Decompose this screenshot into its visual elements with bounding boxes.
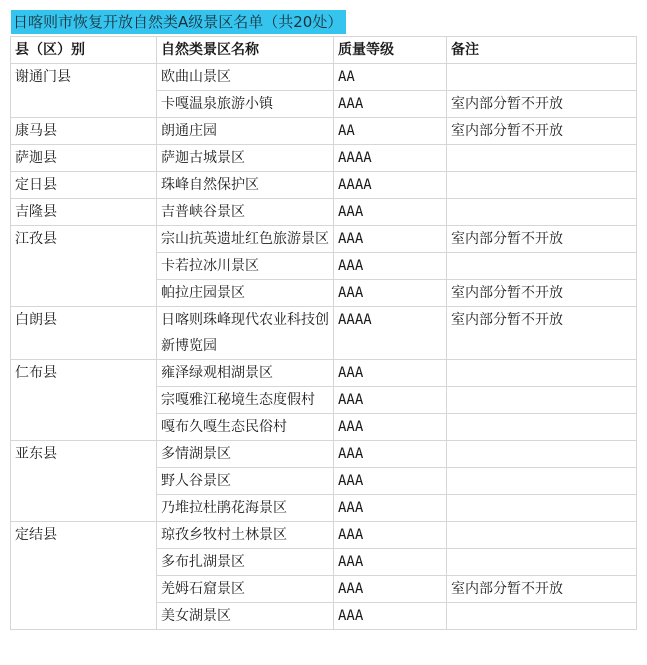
county-cell[interactable]: 康马县 <box>11 118 157 145</box>
name-cell[interactable]: 雍泽绿观相湖景区 <box>157 360 334 387</box>
grade-cell[interactable]: AAA <box>334 91 447 118</box>
grade-cell[interactable]: AAA <box>334 576 447 603</box>
name-cell[interactable]: 卡嘎温泉旅游小镇 <box>157 91 334 118</box>
note-cell[interactable] <box>447 145 637 172</box>
name-cell[interactable]: 宗嘎雅江秘境生态度假村 <box>157 387 334 414</box>
name-cell[interactable]: 卡若拉冰川景区 <box>157 253 334 280</box>
note-cell[interactable] <box>447 172 637 199</box>
header-name[interactable]: 自然类景区名称 <box>157 37 334 64</box>
name-cell[interactable]: 乃堆拉杜鹃花海景区 <box>157 495 334 522</box>
grade-cell[interactable]: AAA <box>334 280 447 307</box>
header-county[interactable]: 县（区）别 <box>11 37 157 64</box>
grade-cell[interactable]: AAA <box>334 360 447 387</box>
note-cell[interactable] <box>447 603 637 630</box>
county-cell[interactable]: 定日县 <box>11 172 157 199</box>
grade-cell[interactable]: AAA <box>334 495 447 522</box>
name-cell[interactable]: 珠峰自然保护区 <box>157 172 334 199</box>
sheet-title[interactable]: 日喀则市恢复开放自然类A级景区名单（共20处） <box>11 10 346 34</box>
grade-cell[interactable]: AAA <box>334 522 447 549</box>
name-cell[interactable]: 日喀则珠峰现代农业科技创新博览园 <box>157 307 334 360</box>
table-row <box>11 199 637 226</box>
grade-cell[interactable]: AAAA <box>334 172 447 199</box>
county-cell[interactable]: 萨迦县 <box>11 145 157 172</box>
note-cell[interactable] <box>447 253 637 280</box>
name-cell[interactable]: 萨迦古城景区 <box>157 145 334 172</box>
grade-cell[interactable]: AAA <box>334 253 447 280</box>
note-cell[interactable] <box>447 441 637 468</box>
table-row <box>11 522 637 549</box>
name-cell[interactable]: 羌姆石窟景区 <box>157 576 334 603</box>
name-cell[interactable]: 嘎布久嘎生态民俗村 <box>157 414 334 441</box>
grade-cell[interactable]: AAA <box>334 387 447 414</box>
note-cell[interactable] <box>447 549 637 576</box>
note-cell[interactable] <box>447 522 637 549</box>
note-cell[interactable]: 室内部分暂不开放 <box>447 118 637 145</box>
name-cell[interactable]: 帕拉庄园景区 <box>157 280 334 307</box>
county-cell[interactable]: 仁布县 <box>11 360 157 441</box>
note-cell[interactable]: 室内部分暂不开放 <box>447 280 637 307</box>
name-cell[interactable]: 多情湖景区 <box>157 441 334 468</box>
county-cell[interactable]: 白朗县 <box>11 307 157 360</box>
note-cell[interactable] <box>447 360 637 387</box>
title-row <box>10 8 636 37</box>
county-cell[interactable]: 谢通门县 <box>11 64 157 118</box>
grade-cell[interactable]: AAA <box>334 603 447 630</box>
name-cell[interactable]: 美女湖景区 <box>157 603 334 630</box>
table-row <box>11 145 637 172</box>
note-cell[interactable] <box>447 387 637 414</box>
grade-cell[interactable]: AAA <box>334 468 447 495</box>
grade-cell[interactable]: AAA <box>334 414 447 441</box>
grade-cell[interactable]: AAAA <box>334 145 447 172</box>
county-cell[interactable]: 吉隆县 <box>11 199 157 226</box>
header-grade[interactable]: 质量等级 <box>334 37 447 64</box>
table-row <box>11 441 637 468</box>
grade-cell[interactable]: AAA <box>334 199 447 226</box>
name-cell[interactable]: 吉普峡谷景区 <box>157 199 334 226</box>
table-row <box>11 64 637 91</box>
note-cell[interactable] <box>447 468 637 495</box>
grade-cell[interactable]: AAA <box>334 226 447 253</box>
table-row <box>11 307 637 360</box>
name-cell[interactable]: 朗通庄园 <box>157 118 334 145</box>
scenic-spot-table <box>10 36 637 630</box>
table-row <box>11 360 637 387</box>
grade-cell[interactable]: AAAA <box>334 307 447 360</box>
name-cell[interactable]: 欧曲山景区 <box>157 64 334 91</box>
grade-cell[interactable]: AA <box>334 118 447 145</box>
note-cell[interactable] <box>447 199 637 226</box>
table-row <box>11 118 637 145</box>
header-row <box>11 37 637 64</box>
county-cell[interactable]: 定结县 <box>11 522 157 630</box>
note-cell[interactable] <box>447 495 637 522</box>
grade-cell[interactable]: AA <box>334 64 447 91</box>
name-cell[interactable]: 琼孜乡牧村土林景区 <box>157 522 334 549</box>
note-cell[interactable]: 室内部分暂不开放 <box>447 91 637 118</box>
header-note[interactable]: 备注 <box>447 37 637 64</box>
table-row <box>11 226 637 253</box>
grade-cell[interactable]: AAA <box>334 441 447 468</box>
name-cell[interactable]: 宗山抗英遗址红色旅游景区 <box>157 226 334 253</box>
grade-cell[interactable]: AAA <box>334 549 447 576</box>
note-cell[interactable]: 室内部分暂不开放 <box>447 576 637 603</box>
note-cell[interactable] <box>447 64 637 91</box>
name-cell[interactable]: 多布扎湖景区 <box>157 549 334 576</box>
note-cell[interactable]: 室内部分暂不开放 <box>447 307 637 360</box>
name-cell[interactable]: 野人谷景区 <box>157 468 334 495</box>
note-cell[interactable] <box>447 414 637 441</box>
note-cell[interactable]: 室内部分暂不开放 <box>447 226 637 253</box>
table-row <box>11 172 637 199</box>
county-cell[interactable]: 亚东县 <box>11 441 157 522</box>
county-cell[interactable]: 江孜县 <box>11 226 157 307</box>
